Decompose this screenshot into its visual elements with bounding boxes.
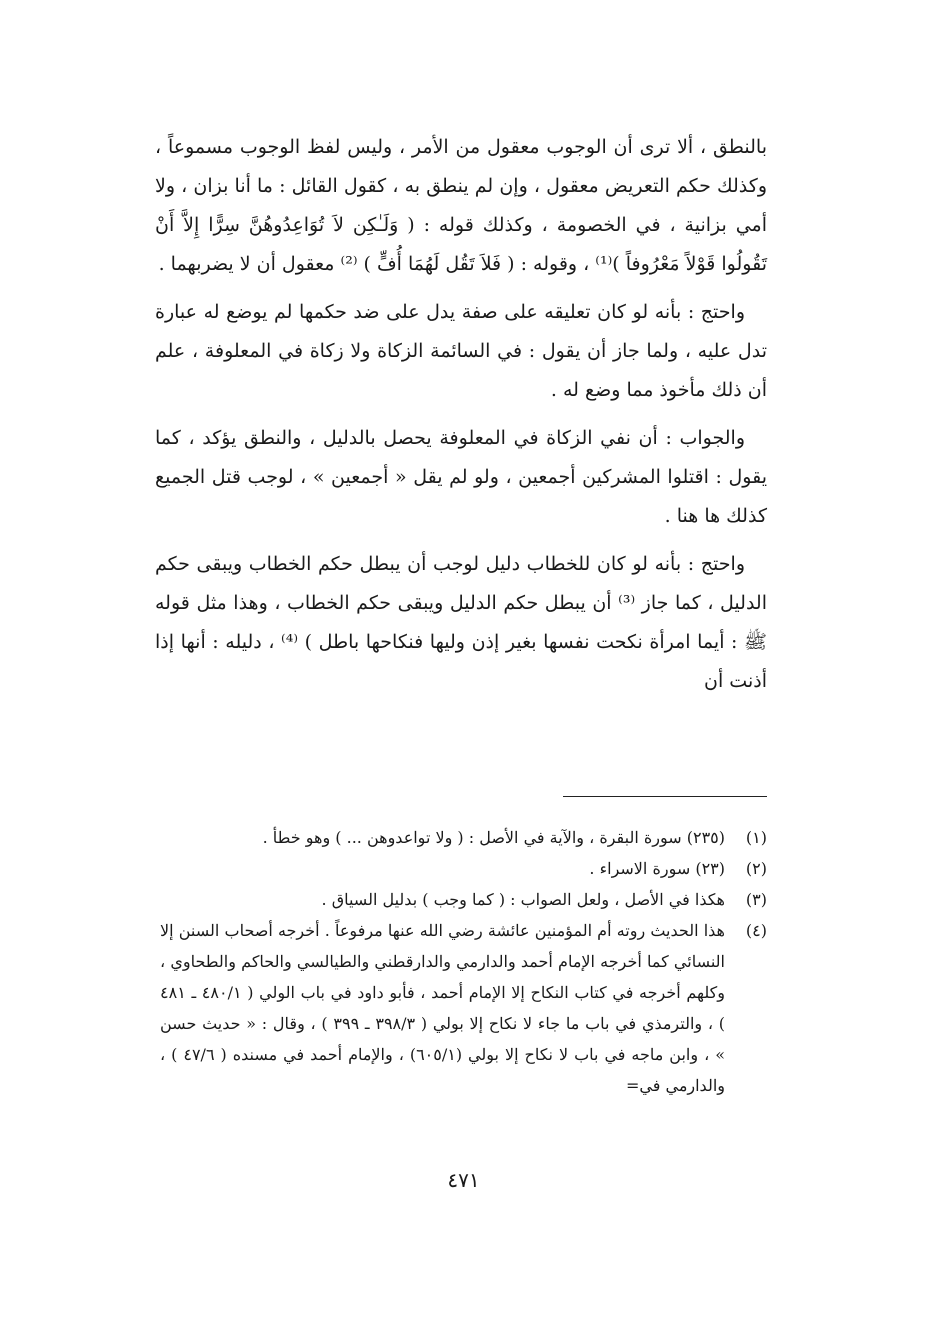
main-text [155, 128, 767, 710]
footnote-text: (٢٣) سورة الاسراء . [589, 859, 725, 878]
footnote-text: هكذا في الأصل ، ولعل الصواب : ( كما وجب ) بدليل السياق . [321, 890, 725, 909]
footnote-1 [160, 822, 767, 853]
paragraph-3: والجواب : أن نفي الزكاة في المعلوفة يحصل بالدليل ، والنطق يؤكد ، كما يقول : اقتلوا المشركين أجمعين ، ولو لم يقل « أجمعين » ، لوجب قتل الجميع كذلك ها هنا . [155, 427, 767, 527]
footnote-3 [160, 884, 767, 915]
footnote-2 [160, 853, 767, 884]
footnote-number: (١) [745, 828, 767, 847]
footnote-number: (٣) [745, 890, 767, 909]
footnote-separator [563, 796, 767, 797]
footnote-4 [160, 915, 767, 1101]
page-number: ٤٧١ [447, 1168, 480, 1192]
paragraph-1: بالنطق ، ألا ترى أن الوجوب معقول من الأمر ، وليس لفظ الوجوب مسموعاً ، وكذلك حكم التعريض معقول ، وإن لم ينطق به ، كقول القائل : ما أنا بزان ، ولا أمي بزانية ، في الخصومة ، وكذلك قوله : ( وَلَـٰكِن لاَ تُوَاعِدُوهُنَّ سِرًّا إِلاَّ أَنْ تَقُولُوا قَوْلاً مَعْرُوفاً )⁽¹⁾ ، وقوله : ( فَلاَ تَقُل لَهُمَا أُفٍّ ) ⁽²⁾ معقول أن لا يضربهما . [155, 136, 767, 275]
footnote-text: (٢٣٥) سورة البقرة ، والآية في الأصل : ( ولا تواعدوهن ... ) وهو خطأ . [262, 828, 725, 847]
footnote-number: (٤) [745, 921, 767, 940]
footnote-text: هذا الحديث روته أم المؤمنين عائشة رضي الله عنها مرفوعاً . أخرجه أصحاب السنن إلا النسائي كما أخرجه الإمام أحمد والدارمي والدارقطني والطيالسي والحاكم والطحاوي ، وكلهم أخرجه في كتاب النكاح إلا الإمام أحمد ، فأبو داود في باب الولي ( ٤٨٠/١ ـ ٤٨١ ) ، والترمذي في باب ما جاء لا نكاح إلا بولي ( ٣٩٨/٣ ـ ٣٩٩ ) ، وقال : « حديث حسن » ، وابن ماجه في باب لا نكاح إلا بولي (٦٠٥/١) ، والإمام أحمد في مسنده ( ٤٧/٦ ) ، والدارمي في= [160, 921, 726, 1095]
footnote-number: (٢) [745, 859, 767, 878]
paragraph-4: واحتج : بأنه لو كان للخطاب دليل لوجب أن يبطل حكم الخطاب ويبقى حكم الدليل ، كما جاز ⁽³⁾ أن يبطل حكم الدليل ويبقى حكم الخطاب ، وهذا مثل قوله ﷺ : أيما امرأة نكحت نفسها بغير إذن وليها فنكاحها باطل ) ⁽⁴⁾ ، دليله : أنها إذا أذنت أن [155, 553, 767, 692]
footnotes [160, 822, 767, 1101]
paragraph-2: واحتج : بأنه لو كان تعليقه على صفة يدل على ضد حكمها لم يوضع له عبارة تدل عليه ، ولما جاز أن يقول : في السائمة الزكاة ولا زكاة في المعلوفة ، علم أن ذلك مأخوذ مما وضع له . [155, 301, 767, 401]
